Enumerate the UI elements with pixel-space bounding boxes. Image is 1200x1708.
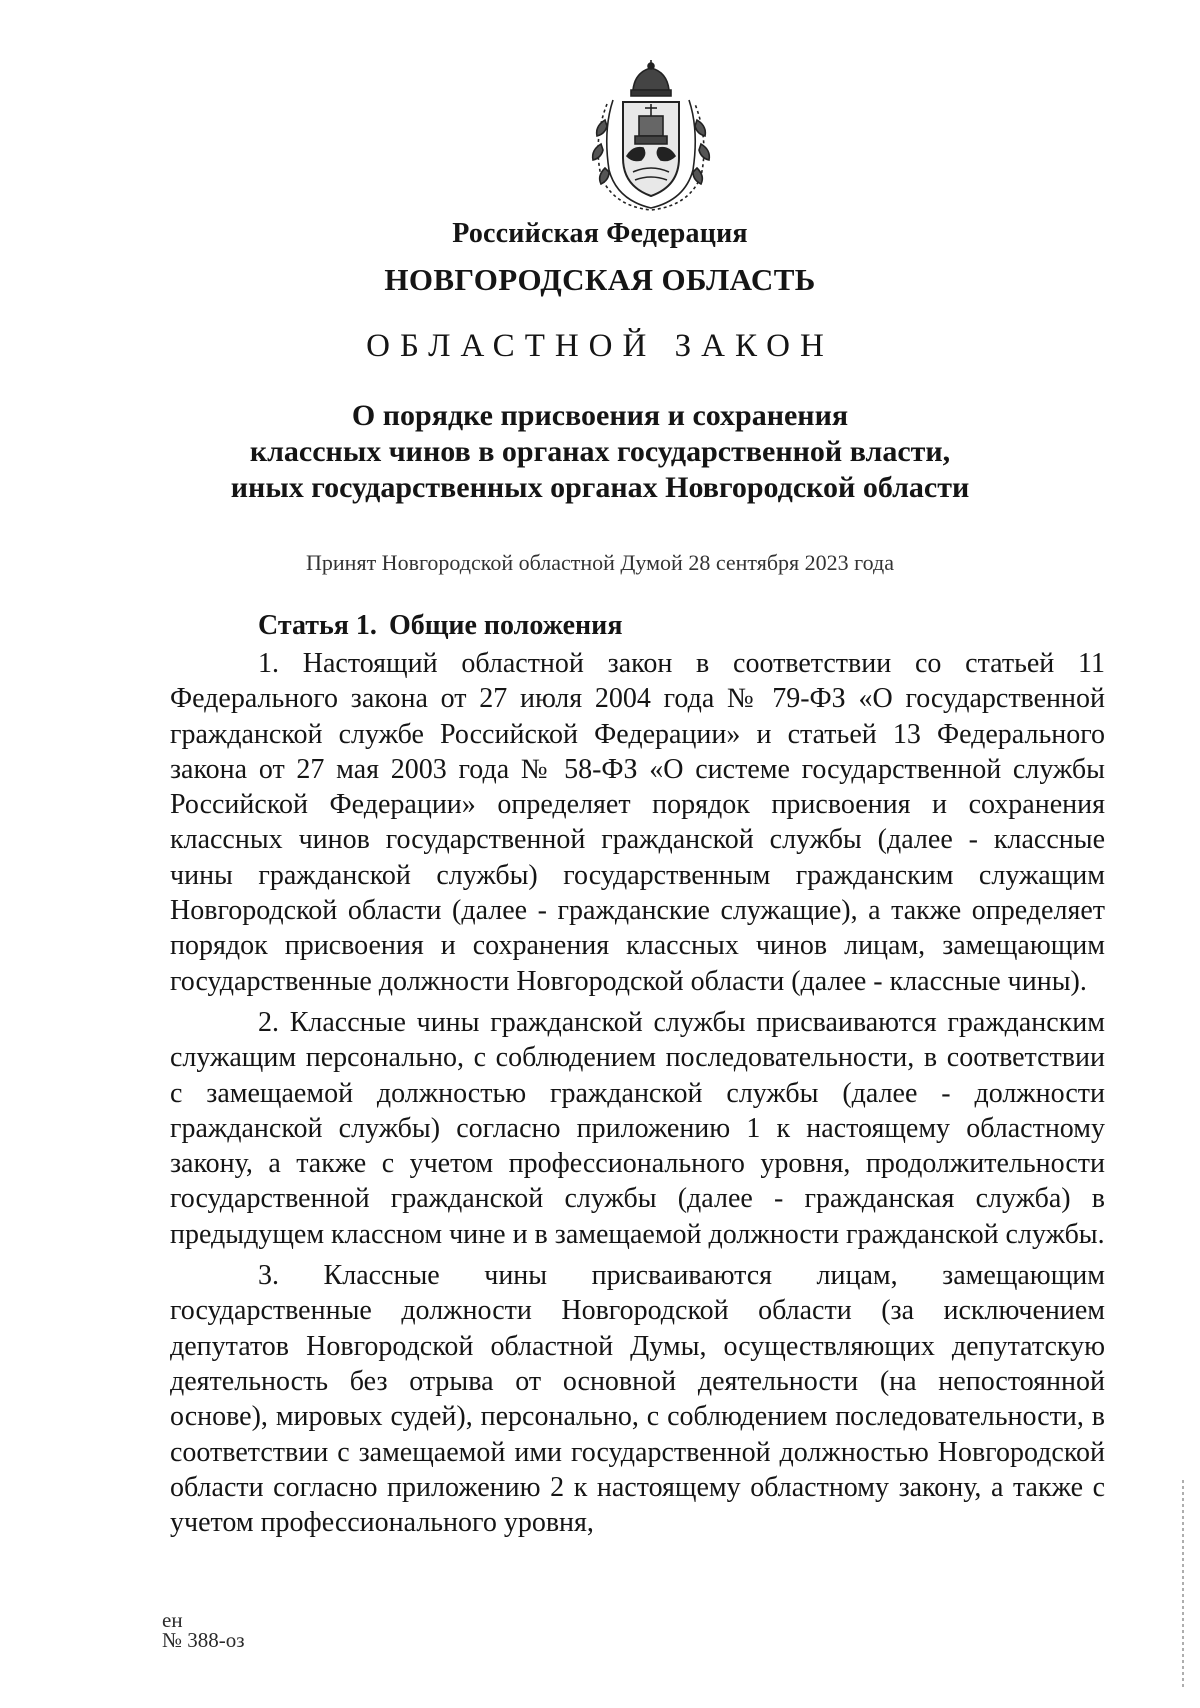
article-paragraph: 2. Классные чины гражданской службы присваиваются гражданским служащим персонально, с соблюдением последовательности, в соответствии с замещаемой должностью гражданской службы (далее - должности гражданской службы) согласно приложению 1 к настоящему областному закону, а также с учетом профессионального уровня, продолжительности государственной гражданской службы (далее - гражданская служба) в предыдущем классном чине и в замещаемой должности гражданской службы. — [170, 1006, 1105, 1250]
footer-law-number: № 388-оз — [162, 1628, 245, 1652]
scan-edge-mark — [1182, 1480, 1184, 1690]
law-title-line: классных чинов в органах государственной власти, — [249, 435, 951, 468]
document-type: ОБЛАСТНОЙ ЗАКОН — [366, 328, 834, 364]
region-name: НОВГОРОДСКАЯ ОБЛАСТЬ — [384, 262, 816, 297]
footer-registration — [162, 1610, 245, 1650]
article-body — [170, 646, 1105, 1546]
law-title-line: иных государственных органах Новгородской области — [230, 471, 970, 504]
adoption-note: Принят Новгородской областной Думой 28 сентября 2023 года — [306, 550, 894, 575]
law-title — [150, 398, 1050, 506]
article-name: Общие положения — [388, 610, 623, 641]
article-paragraph: 1. Настоящий областной закон в соответствии со статьей 11 Федерального закона от 27 июля 2004 года № 79-ФЗ «О государственной гражданской службе Российской Федерации» и статьей 13 Федерального закона от 27 мая 2003 года № 58-ФЗ «О системе государственной службы Российской Федерации» определяет порядок присвоения и сохранения классных чинов государственной гражданской службы (далее - классные чины гражданской службы) государственным гражданским служащим Новгородской области (далее - гражданские служащие), а также определяет порядок присвоения и сохранения классных чинов лицам, замещающим государственные должности Новгородской области (далее - классные чины). — [170, 648, 1105, 997]
footer-initials: ен — [162, 1608, 183, 1632]
article-number: Статья 1. — [258, 610, 377, 641]
article-heading — [258, 610, 622, 642]
law-title-line: О порядке присвоения и сохранения — [351, 399, 849, 432]
country-name: Российская Федерация — [452, 218, 748, 249]
article-paragraph: 3. Классные чины присваиваются лицам, замещающим государственные должности Новгородской области (за исключением депутатов Новгородской областной Думы, осуществляющих депутатскую деятельность без отрыва от основной деятельности (на непостоянной основе), мировых судей), персонально, с соблюдением последовательности, в соответствии с замещаемой ими государственной должностью Новгородской области согласно приложению 2 к настоящему областному закону, а также с учетом профессионального уровня, — [170, 1260, 1105, 1539]
coat-of-arms-icon — [583, 60, 719, 212]
